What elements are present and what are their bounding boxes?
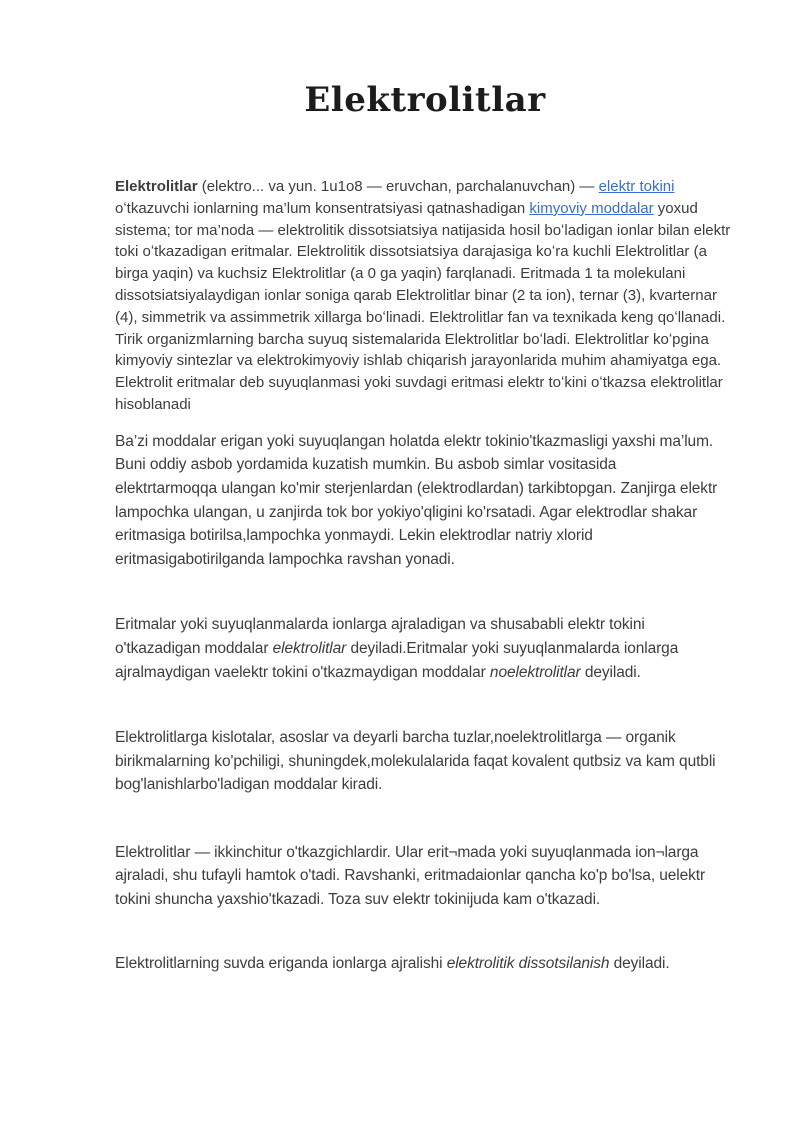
paragraph-dissociation (115, 952, 721, 976)
page-title: Elektrolitlar (304, 80, 546, 120)
text-run: deyiladi. (580, 663, 641, 681)
paragraph-intro (115, 176, 735, 416)
text-run: Elektrolitlarning suvda eriganda ionlarga ajralishi (115, 954, 447, 972)
text-run: Eritmalar yoki suyuqlanmalarda ionlarga ajraladigan va shusababli elektr tokini o'tkazadigan moddalar (115, 616, 645, 657)
paragraph-experiment: Ba’zi moddalar erigan yoki suyuqlangan holatda elektr tokinio'tkazmasligi yaxshi ma’lum. Buni oddiy asbob yordamida kuzatish mumkin. Bu asbob simlar vositasida elektrtarmoqqa ulangan ko'mir sterjenlardan (elektrodlardan) tarkibtopgan. Zanjirga elektr lampochka ulangan, u zanjirda tok bor yokiyo'qligini ko'rsatadi. Agar elektrodlar shakar eritmasiga botirilsa,lampochka yonmaydi. Lekin elektrodlar natriy xlorid eritmasigabotirilganda lampochka ravshan yonadi. (115, 432, 718, 568)
paragraph-conductors: Elektrolitlar — ikkinchitur o'tkazgichlardir. Ular erit¬mada yoki suyuqlanmada ion¬larga ajraladi, shu tufayli hamtok o'tadi. Ravshanki, eritmadaionlar qancha ko'p bo'lsa, uelektr tokini shuncha yaxshio'tkazadi. Toza suv elektr tokinijuda kam o'tkazadi. (115, 843, 706, 909)
text-run: yoxud sistema; tor ma’noda — elektrolitik dissotsiatsiya natijasida hosil boʻladigan ionlar bilan elektr toki oʻtkazadigan eritmalar. Elektrolitik dissotsiatsiya darajasiga koʻra kuchli Elektrolitlar (a birga yaqin) va kuchsiz Elektrolitlar (a 0 ga yaqin) farqlanadi. Eritmada 1 ta molekulani dissotsiatsiyalaydigan ionlar soniga qarab Elektrolitlar binar (2 ta ion), ternar (3), kvarternar (4), simmetrik va assimmetrik xillarga boʻlinadi. Elektrolitlar fan va texnikada keng qoʻllanadi. Tirik organizmlarning barcha suyuq sistemalarida Elektrolitlar boʻladi. Elektrolitlar koʻpgina kimyoviy sintezlar va elektrokimyoviy ishlab chiqarish jarayonlarida muhim ahamiyatga ega. Elektrolit eritmalar deb suyuqlanmasi yoki suvdagi eritmasi elektr toʻkini oʻtkazsa elektrolitlar hisoblanadi (115, 199, 731, 413)
paragraph-classes: Elektrolitlarga kislotalar, asoslar va deyarli barcha tuzlar,noelektrolitlarga — organik birikmalarning ko'pchiligi, shuningdek,molekulalarida faqat kovalent qutbsiz va kam qutbli bog'lanishlarbo'ladigan moddalar kiradi. (115, 729, 716, 794)
link-elektr-tokini[interactable]: elektr tokini (598, 178, 675, 195)
italic-term-elektrolitlar: elektrolitlar (272, 639, 347, 657)
link-kimyoviy-moddalar[interactable]: kimyoviy moddalar (529, 199, 654, 217)
text-run: oʻtkazuvchi ionlarning ma’lum konsentratsiyasi qatnashadigan (115, 199, 530, 217)
text-run: deyiladi.Eritmalar yoki suyuqlanmalarda ionlarga ajralmaydigan vaelektr tokini o'tkazmaydigan moddalar (115, 639, 679, 681)
text-run: deyiladi. (609, 954, 670, 972)
text-run: (elektro... va yun. 1u1o8 — eruvchan, parchalanuvchan) — (197, 178, 599, 195)
italic-term-noelektrolitlar: noelektrolitlar (489, 663, 581, 681)
italic-term-dissotsilanish: elektrolitik dissotsilanish (446, 954, 610, 972)
paragraph-definitions (115, 613, 721, 684)
intro-bold-term: Elektrolitlar (115, 178, 198, 195)
